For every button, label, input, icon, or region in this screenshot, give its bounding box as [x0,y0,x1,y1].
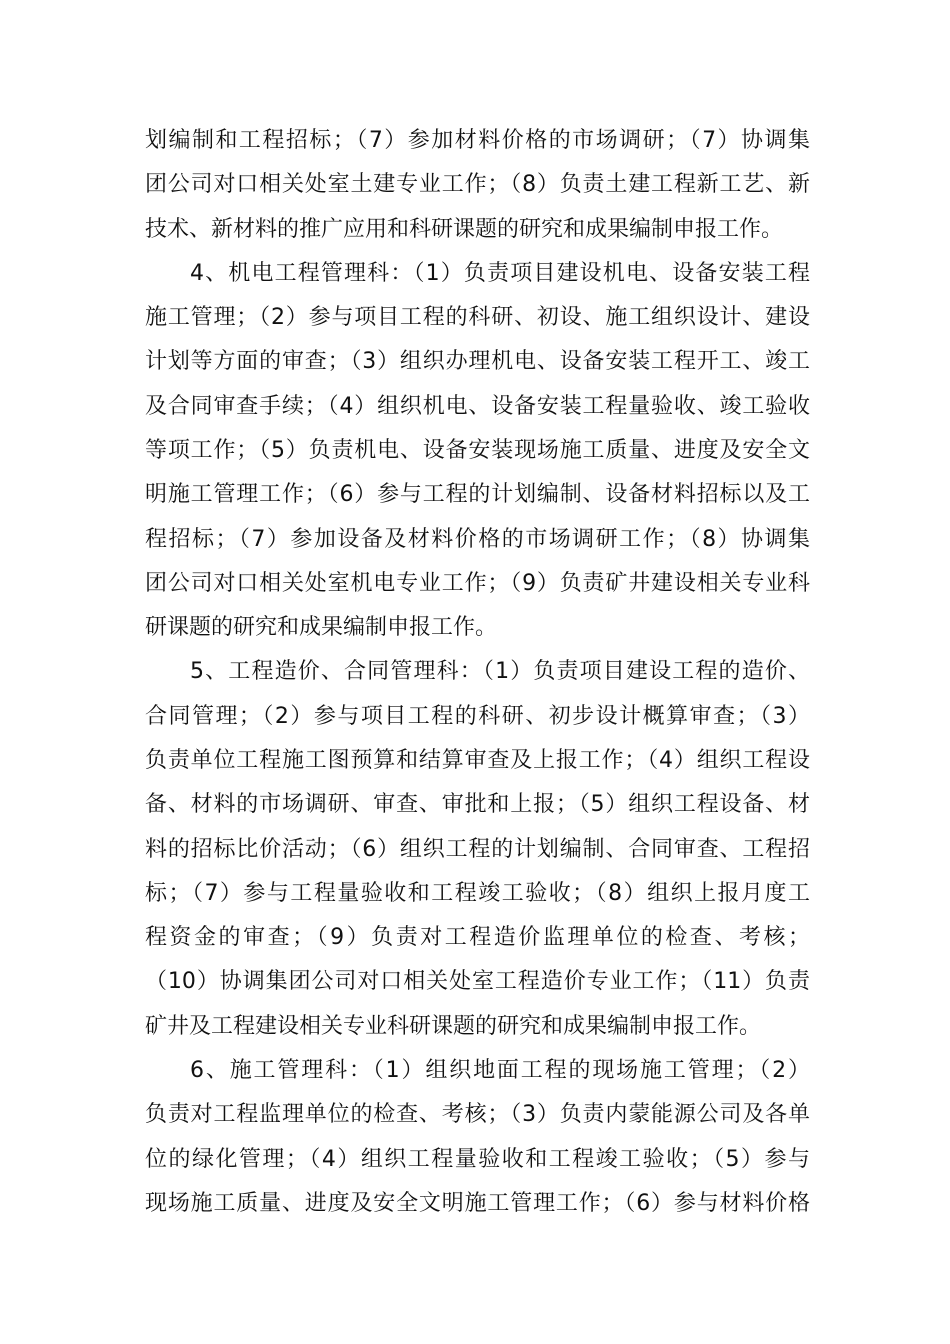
paragraph-heading-line: 4、机电工程管理科：（1）负责项目建设机电、设备安装工程 [190,261,810,286]
text-line: 团公司对口相关处室机电专业工作；（9）负责矿井建设相关专业科 [145,571,810,596]
text-line: 划编制和工程招标；（7）参加材料价格的市场调研；（7）协调集 [145,128,810,153]
text-line: 负责对工程监理单位的检查、考核；（3）负责内蒙能源公司及各单 [145,1102,810,1127]
text-line: 料的招标比价活动；（6）组织工程的计划编制、合同审查、工程招 [145,837,810,862]
text-line: 计划等方面的审查；（3）组织办理机电、设备安装工程开工、竣工 [145,349,810,374]
text-line: 明施工管理工作；（6）参与工程的计划编制、设备材料招标以及工 [145,482,810,507]
text-line: 程招标；（7）参加设备及材料价格的市场调研工作；（8）协调集 [145,527,810,552]
text-line: 现场施工质量、进度及安全文明施工管理工作；（6）参与材料价格 [145,1191,810,1216]
text-line: 标；（7）参与工程量验收和工程竣工验收；（8）组织上报月度工 [145,881,810,906]
text-line: 合同管理；（2）参与项目工程的科研、初步设计概算审查；（3） [145,704,810,729]
text-line: （10）协调集团公司对口相关处室工程造价专业工作；（11）负责 [145,969,810,994]
text-line: 负责单位工程施工图预算和结算审查及上报工作；（4）组织工程设 [145,748,810,773]
text-line: 技术、新材料的推广应用和科研课题的研究和成果编制申报工作。 [145,217,784,242]
text-line: 备、材料的市场调研、审查、审批和上报；（5）组织工程设备、材 [145,792,810,817]
text-line: 团公司对口相关处室土建专业工作；（8）负责土建工程新工艺、新 [145,172,810,197]
paragraph-heading-line: 6、施工管理科：（1）组织地面工程的现场施工管理；（2） [190,1058,810,1083]
text-line: 矿井及工程建设相关专业科研课题的研究和成果编制申报工作。 [145,1014,762,1039]
text-line: 位的绿化管理；（4）组织工程量验收和工程竣工验收；（5）参与 [145,1147,810,1172]
text-line: 等项工作；（5）负责机电、设备安装现场施工质量、进度及安全文 [145,438,810,463]
paragraph-heading-line: 5、工程造价、合同管理科：（1）负责项目建设工程的造价、 [190,659,810,684]
text-line: 程资金的审查；（9）负责对工程造价监理单位的检查、考核； [145,925,810,950]
text-line: 研课题的研究和成果编制申报工作。 [145,615,498,640]
text-line: 施工管理；（2）参与项目工程的科研、初设、施工组织设计、建设 [145,305,810,330]
text-line: 及合同审查手续；（4）组织机电、设备安装工程量验收、竣工验收 [145,394,810,419]
